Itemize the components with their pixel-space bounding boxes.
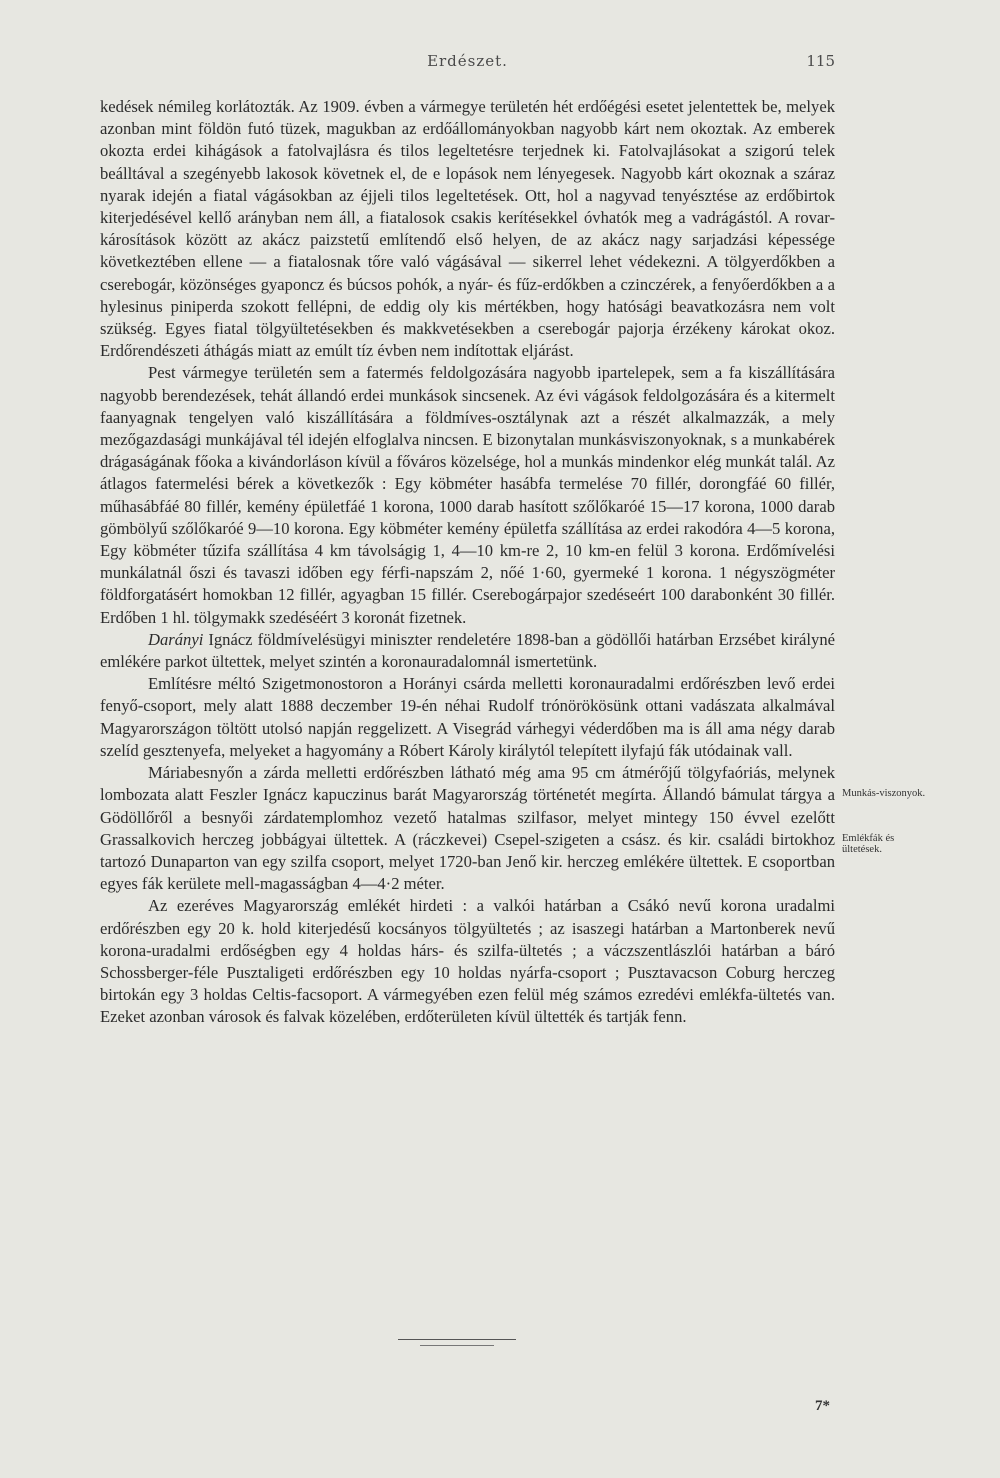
margin-note-munkas-viszonyok: Munkás-viszonyok.	[842, 788, 926, 799]
paragraph-daranyi-text: Ignácz földmívelésügyi miniszter rendeletére 1898-ban a gödöllői határban Erzsébet királyné emlékére parkot ültettek, melyet szintén a koronauradalomnál ismertetünk.	[100, 629, 835, 672]
paragraph-ezereves-emlek: Az ezeréves Magyarország emlékét hirdeti : a valkói határban a Csákó nevű korona uradalmi erdőrészben egy 20 k. hold kiterjedésű kocsányos tölgyültetés ; az isaszegi határban a Martonberek nevű korona-uradalmi erdőségben egy 4 holdas hárs- és szilfa-ültetés ; a váczszentlászlói határban a báró Schossberger-féle Pusztaligeti erdőrészben egy 10 holdas nyárfa-csoport ; Pusztavacson Coburg herczeg birtokán egy 3 holdas Celtis-facsoport. A vármegyében ezen felül még számos ezredévi emlékfa-ültetés van. Ezeket azonban városok és falvak közelében, erdőterületen kívül ültették és tartják fenn.	[100, 896, 835, 1027]
paragraph-munkas-viszonyok: Pest vármegye területén sem a fatermés feldolgozására nagyobb iparteleрek, sem a fa kiszállítására nagyobb berendezések, tehát állandó erdei munkások sincsenek. Az évi vágások feldolgozására és a kitermelt faanyagnak tengelyen való kiszállítására a földmíves-osztálynak azt a részét alkalmazzák, a mely mezőgazdasági munkájával tél idején elfoglalva nincsen. E bizonytalan munkásviszonyoknak, s a munkabérek drágaságának főoka a kivándorláson kívül a főváros közelsége, hol a munkás mindenkor elég munkát talál. Az átlagos fatermelési bérek a következők : Egy köbméter hasábfa termelése 70 fillér, dorongfáé 60 fillér, műhasábfáé 80 fillér, kemény épületfáé 1 korona, 1000 darab hasított szőlőkaróé 15—17 korona, 1000 darab gömbölyű szőlőkaróé 9—10 korona. Egy köbméter kemény épületfa szállítása az erdei rakodóra 4—5 korona, Egy köbméter tűzifa szállítása 4 km távolságig 1, 4—10 km-re 2, 10 km-en felül 3 korona. Erdőmívelési munkálatnál őszi és tavaszi időben egy férfi-napszám 2, nőé 1·60, gyermeké 1 korona. 1 négyszögméter földforgatásért homokban 12 fillér, agyagban 15 fillér. Cserebogárpajor szedéseért 100 darabonként 30 fillér. Erdőben 1 hl. tölgymakk szedéséért 3 koronát fizetnek.	[100, 363, 835, 627]
emphasis-daranyi: Darányi	[148, 629, 204, 649]
paragraph-rovar-karositasok: kedések némileg korlátozták. Az 1909. évben a vármegye területén hét erdőégési esetet jelentettek be, melyek azonban mint földön futó tüzek, magukban az erdőállományokban nagyobb kárt nem okoztak. Az emberek okozta erdei kihágások a fatolvajlásra és tilos legeltetésre terjednek ki. Fatolvajlásokat a szigorú telek beálltával a szegényebb lakosok követnek el, de e lopások nem lényegesek. Nagyobb kárt okoznak a száraz nyarak idején a fiatal vágásokban az éjjeli tilos legeltetések. Ott, hol a nagyvad tenyésztése az erdőbirtok kiterjedésével kellő arányban nem áll, a fiatalosok csakis kerítésekkel óvhatók meg a vadrágástól. A rovar-károsítások között az akácz paizstetű említendő első helyen, de az akácz nagy sarjadzási képessége következtében ellene — a fiatalosnak tőre való vágásával — sikerrel lehet védekezni. A tölgyerdőkben a cserebogár, közönséges gyaponcz és búcsos pohók, a nyár- és fűz-erdőkben a czinczérek, a fenyőerdőkben a a hylesinus piniperda szokott fellépni, de eddig oly kis mértékben, hogy hatósági beavatkozásra nem volt szükség. Egyes fiatal tölgyültetésekben és makkvetésekben a cserebogár pajorja érzékeny károkat okoz. Erdőrendészeti áthágás miatt az emúlt tíz évben nem indítottak eljárást.	[100, 97, 835, 361]
body-text	[100, 96, 835, 1029]
page-number: 115	[806, 52, 835, 70]
paragraph-mariabesnyo: Máriabesnyőn a zárda melletti erdőrészben látható még ama 95 cm átmérőjű tölgyfaóriás, melynek lombozata alatt Feszler Ignácz kapuczinus barát Magyarország történetét megírta. Állandó bámulat tárgya a Gödöllőről a besnyői zárdatemplomhoz vezető hatalmas szilfasor, melyet mintegy 150 évvel ezelőtt Grassalkovich herczeg jobbágyai ültettek. A (ráczkevei) Csepel-szigeten a csász. és kir. családi birtokhoz tartozó Dunaparton van egy szilfa csoport, melyet 1720-ban Jenő kir. herczeg emlékére ültettek. E csoportban egyes fák kerülete mell-magasságban 4—4·2 méter.	[100, 763, 835, 894]
running-title: Erdészet.	[427, 52, 508, 70]
paragraph-szigetmonostor: Említésre méltó Szigetmonostoron a Horányi csárda melletti koronauradalmi erdőrészben levő erdei fenyő-csoport, mely alatt 1888 deczember 19-én néhai Rudolf trónörökösünk ottani vadászata alkalmával Magyarországon töltött utolsó napján reggelizett. A Visegrád várhegyi véderdőben ma is áll ama négy darab szelíd gesztenyefa, melyeket a hagyomány a Róbert Károly királytól telepített ilyfajú fák utódainak vall.	[100, 674, 835, 760]
section-rule-short	[420, 1345, 494, 1346]
margin-note-emlekfak: Emlékfák és ültetések.	[842, 833, 895, 855]
running-head	[100, 52, 835, 72]
section-rule	[398, 1339, 516, 1340]
signature-mark: 7*	[815, 1398, 830, 1414]
paragraph-daranyi	[100, 629, 835, 673]
